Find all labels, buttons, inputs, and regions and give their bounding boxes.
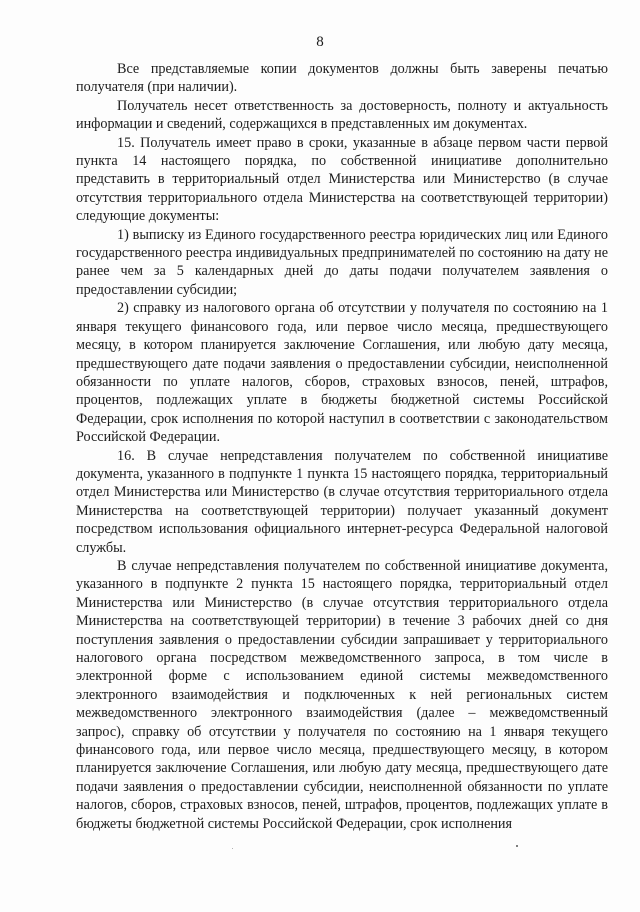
- scan-speck: [516, 845, 518, 847]
- scan-speck: [232, 848, 233, 849]
- paragraph-interagency-request: В случае непредставления получателем по собственной инициативе документа, указанного в подпункте 2 пункта 15 настоящего порядка, территориальный отдел Министерства или Министерство (в случае отсутствия территориального отдела Министерства на соответствующей территории) в течение 3 рабочих дней со дня поступления заявления о предоставлении субсидии запрашивает у территориального налогового органа посредством межведомственного запроса, в том числе в электронной форме с использованием единой системы межведомственного электронного взаимодействия и подключенных к ней региональных систем межведомственного электронного взаимодействия (далее – межведомственный запрос), справку об отсутствии у получателя по состоянию на 1 января текущего финансового года, или первое число месяца, предшествующего месяцу, в котором планируется заключение Соглашения, или любую дату месяца, предшествующего дате подачи заявления о предоставлении субсидии, неисполненной обязанности по уплате налогов, сборов, страховых взносов, пеней, штрафов, процентов, подлежащих уплате в бюджеты бюджетной системы Российской Федерации, срок исполнения: [76, 557, 608, 832]
- paragraph-recipient-responsibility: Получатель несет ответственность за достоверность, полноту и актуальность информации и сведений, содержащихся в представленных им документах.: [76, 97, 608, 133]
- paragraph-subitem-2: 2) справку из налогового органа об отсутствии у получателя по состоянию на 1 января текущего финансового года, или первое число месяца, предшествующего месяцу, в котором планируется заключение Соглашения, или любую дату месяца, предшествующего дате подачи заявления о предоставлении субсидии, неисполненной обязанности по уплате налогов, сборов, страховых взносов, пеней, штрафов, процентов, подлежащих уплате в бюджеты бюджетной системы Российской Федерации, срок исполнения по которой наступил в соответствии с законодательством Российской Федерации.: [76, 300, 608, 446]
- document-body: [76, 60, 608, 833]
- paragraph-item-16: 16. В случае непредставления получателем по собственной инициативе документа, указанного в подпункте 1 пункта 15 настоящего порядка, территориальный отдел Министерства или Министерство (в случае отсутствия территориального отдела Министерства на соответствующей территории) получает указанный документ посредством использования официального интернет-ресурса Федеральной налоговой службы.: [76, 447, 608, 556]
- page-number: 8: [316, 34, 324, 50]
- paragraph-subitem-1: 1) выписку из Единого государственного реестра юридических лиц или Единого государственного реестра индивидуальных предпринимателей по состоянию на дату не ранее чем за 5 календарных дней до даты подачи получателем заявления о предоставлении субсидии;: [76, 226, 608, 298]
- paragraph-item-15: 15. Получатель имеет право в сроки, указанные в абзаце первом части первой пункта 14 настоящего порядка, по собственной инициативе дополнительно представить в территориальный отдел Министерства или Министерство (в случае отсутствия территориального отдела Министерства на соответствующей территории) следующие документы:: [76, 134, 608, 225]
- paragraph-copies-certified: Все представляемые копии документов должны быть заверены печатью получателя (при наличии).: [76, 61, 608, 96]
